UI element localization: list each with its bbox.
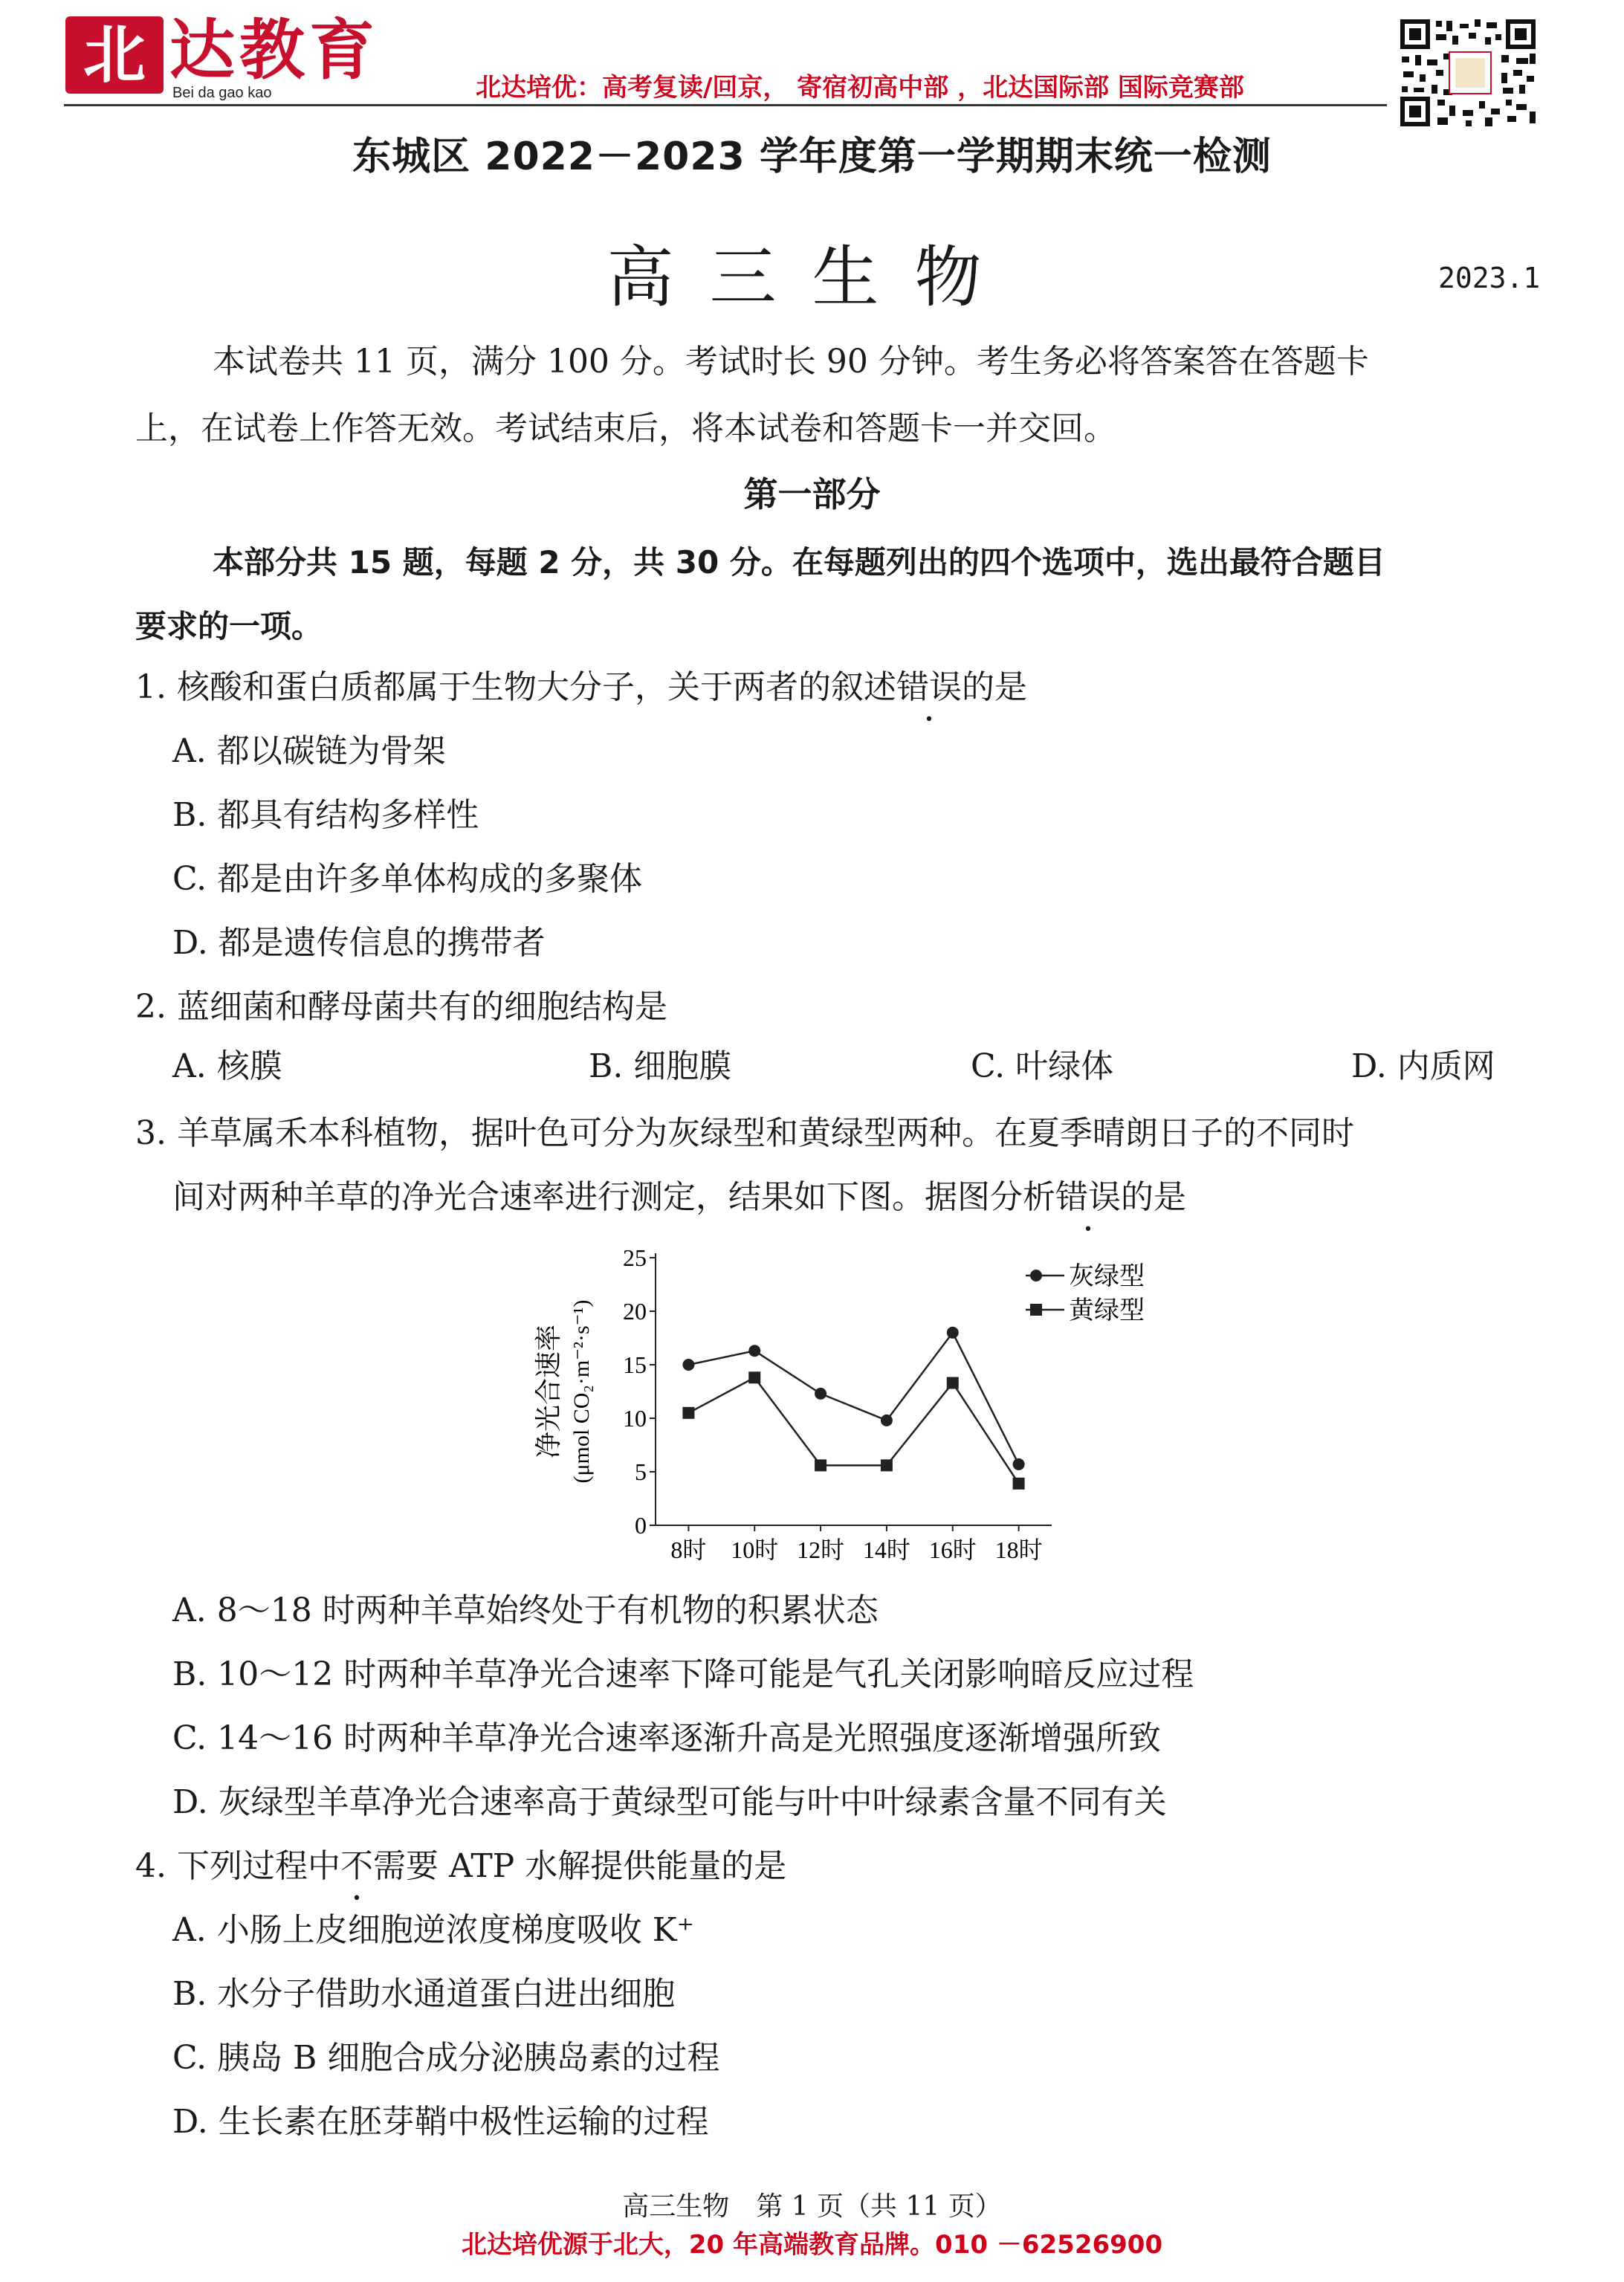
y-tick-label: 20 <box>623 1298 647 1325</box>
data-point <box>881 1415 893 1426</box>
header-slogan: 北达培优：高考复读/回京， 寄宿初高中部 ，北达国际部 国际竞赛部 <box>476 73 1244 103</box>
y-tick-label: 15 <box>623 1351 647 1378</box>
question-2-stem: 2. 蓝细菌和酵母菌共有的细胞结构是 <box>135 988 667 1026</box>
data-point <box>815 1459 826 1471</box>
intro-line-2: 上，在试卷上作答无效。考试结束后，将本试卷和答题卡一并交回。 <box>135 410 1116 447</box>
emphasis-mark: 错误 <box>896 668 962 706</box>
logo-mark: 北 <box>65 16 164 94</box>
series-line <box>688 1333 1018 1464</box>
x-tick-label: 10时 <box>731 1536 779 1563</box>
qr-code-icon <box>1397 16 1539 129</box>
data-point <box>682 1407 694 1419</box>
question-1-stem: 1. 核酸和蛋白质都属于生物大分子，关于两者的叙述错误的是 <box>135 668 1027 706</box>
part-description-line-1: 本部分共 15 题，每题 2 分，共 30 分。在每题列出的四个选项中，选出最符合题目 <box>213 544 1385 581</box>
data-point <box>815 1388 826 1400</box>
y-tick-label: 0 <box>635 1512 647 1539</box>
page-footer: 高三生物 第 1 页（共 11 页） <box>622 2191 1002 2222</box>
q2-option-b: B. 细胞膜 <box>589 1047 732 1085</box>
data-point <box>1013 1458 1025 1470</box>
data-point <box>881 1459 893 1471</box>
q4-option-d: D. 生长素在胚芽鞘中极性运输的过程 <box>172 2103 709 2141</box>
net-photosynthesis-chart <box>505 1219 1204 1576</box>
y-tick-label: 25 <box>623 1244 647 1271</box>
data-point <box>682 1359 694 1371</box>
q4-option-b: B. 水分子借助水通道蛋白进出细胞 <box>172 1975 676 2013</box>
question-3-stem-line-2: 间对两种羊草的净光合速率进行测定，结果如下图。据图分析错误的是 <box>172 1178 1186 1216</box>
data-point <box>947 1327 959 1339</box>
q4-option-a: A. 小肠上皮细胞逆浓度梯度吸收 K⁺ <box>172 1911 694 1949</box>
x-tick-label: 8时 <box>670 1536 707 1563</box>
y-tick-label: 10 <box>623 1405 647 1432</box>
series-line <box>688 1377 1018 1484</box>
y-axis-title: 净光合速率 <box>534 1324 563 1459</box>
q2-option-d: D. 内质网 <box>1351 1047 1495 1085</box>
footer-advertisement: 北达培优源于北大，20 年高端教育品牌。010 －62526900 <box>461 2230 1163 2260</box>
logo-text: 达教育 <box>169 12 380 88</box>
part-title: 第一部分 <box>743 474 881 514</box>
q1-option-d: D. 都是遗传信息的携带者 <box>172 924 546 962</box>
x-tick-label: 12时 <box>797 1536 845 1563</box>
q3-option-b: B. 10～12 时两种羊草净光合速率下降可能是气孔关闭影响暗反应过程 <box>172 1655 1194 1693</box>
data-point <box>947 1377 959 1389</box>
legend-label: 灰绿型 <box>1069 1263 1145 1290</box>
q1-option-c: C. 都是由许多单体构成的多聚体 <box>172 860 643 898</box>
q2-option-a: A. 核膜 <box>172 1047 282 1085</box>
q2-option-c: C. 叶绿体 <box>971 1047 1114 1085</box>
header-divider <box>64 104 1387 106</box>
legend-marker <box>1030 1270 1042 1281</box>
legend-label: 黄绿型 <box>1069 1297 1145 1325</box>
q4-option-c: C. 胰岛 B 细胞合成分泌胰岛素的过程 <box>172 2039 720 2077</box>
x-tick-label: 14时 <box>862 1536 910 1563</box>
emphasis-mark: 不 <box>340 1847 373 1885</box>
logo-pinyin: Bei da gao kao <box>172 85 272 101</box>
q3-option-d: D. 灰绿型羊草净光合速率高于黄绿型可能与叶中叶绿素含量不同有关 <box>172 1783 1167 1821</box>
emphasis-mark: 错误 <box>1055 1178 1121 1216</box>
q3-option-c: C. 14～16 时两种羊草净光合速率逐渐升高是光照强度逐渐增强所致 <box>172 1719 1162 1757</box>
q3-option-a: A. 8～18 时两种羊草始终处于有机物的积累状态 <box>172 1591 879 1629</box>
data-point <box>1013 1478 1025 1490</box>
exam-title: 东城区 2022－2023 学年度第一学期期末统一检测 <box>352 135 1272 179</box>
exam-date: 2023.1 <box>1438 262 1541 294</box>
question-4-stem: 4. 下列过程中不需要 ATP 水解提供能量的是 <box>135 1847 787 1885</box>
x-tick-label: 16时 <box>928 1536 977 1563</box>
subject-title: 高三生物 <box>606 239 1018 317</box>
data-point <box>748 1345 760 1357</box>
x-tick-label: 18时 <box>994 1536 1043 1563</box>
question-3-stem-line-1: 3. 羊草属禾本科植物，据叶色可分为灰绿型和黄绿型两种。在夏季晴朗日子的不同时 <box>135 1114 1354 1152</box>
q1-option-b: B. 都具有结构多样性 <box>172 796 479 834</box>
q1-option-a: A. 都以碳链为骨架 <box>172 732 446 770</box>
legend-marker <box>1030 1304 1042 1316</box>
y-tick-label: 5 <box>635 1458 647 1485</box>
intro-line-1: 本试卷共 11 页，满分 100 分。考试时长 90 分钟。考生务必将答案答在答题卡 <box>213 343 1369 381</box>
data-point <box>748 1371 760 1383</box>
part-description-line-2: 要求的一项。 <box>135 608 323 644</box>
y-axis-unit: (μmol CO₂·m⁻²·s⁻¹) <box>569 1299 594 1484</box>
